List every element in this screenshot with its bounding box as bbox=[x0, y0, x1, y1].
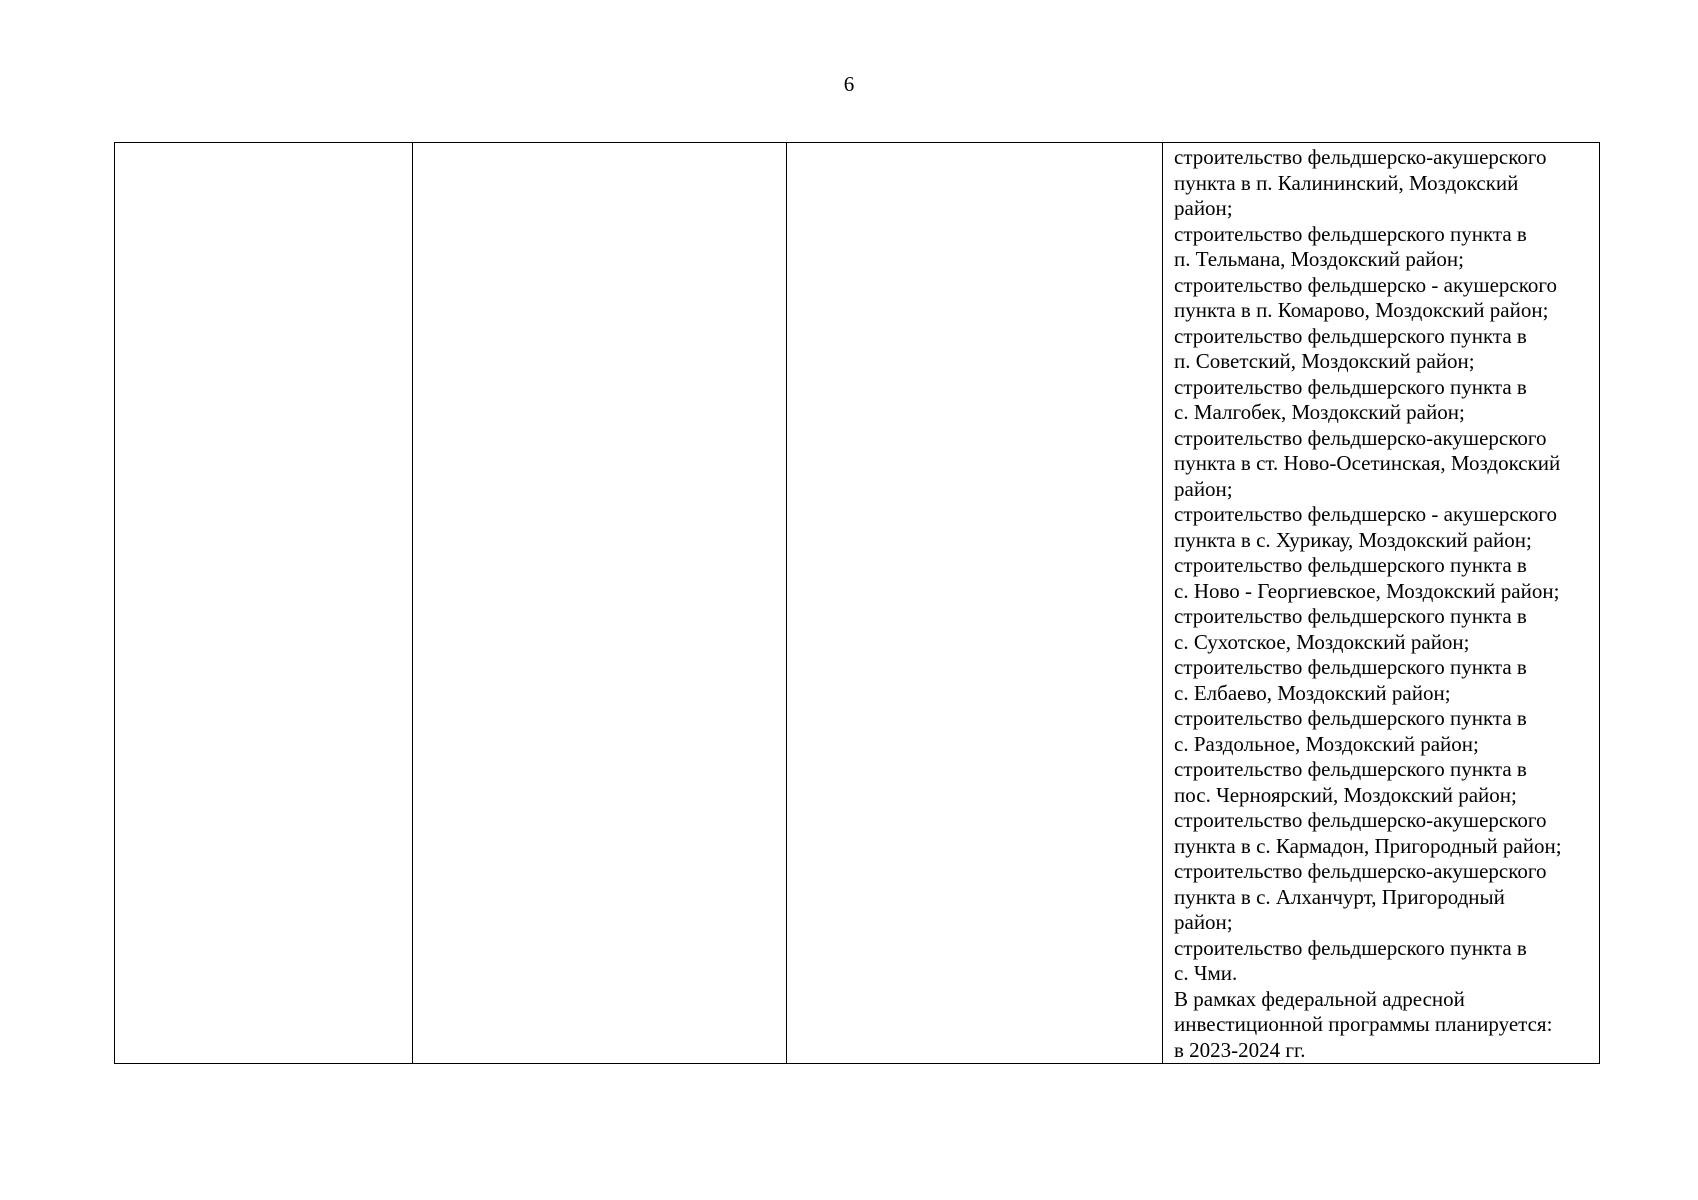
text-line: в 2023-2024 гг. bbox=[1174, 1037, 1306, 1062]
table-cell-measures bbox=[1163, 143, 1600, 1064]
text-line: строительство фельдшерского пункта в bbox=[1174, 757, 1527, 781]
text-line: п. Советский, Моздокский район; bbox=[1174, 349, 1475, 373]
text-line: пункта в п. Калининский, Моздокский bbox=[1174, 170, 1519, 195]
text-line: пункта в с. Хурикау, Моздокский район; bbox=[1174, 527, 1532, 552]
text-line: строительство фельдшерского пункта в bbox=[1174, 935, 1527, 960]
text-line: район; bbox=[1174, 476, 1233, 501]
text-line: с. Ново - Георгиевское, Моздокский район; bbox=[1174, 578, 1560, 603]
table-row bbox=[115, 143, 1600, 1064]
text-line: пункта в п. Комарово, Моздокский район; bbox=[1174, 298, 1549, 322]
text-line: строительство фельдшерского пункта в bbox=[1174, 323, 1527, 348]
text-line: строительство фельдшерского пункта в bbox=[1174, 553, 1527, 577]
text-line: пункта в с. Кармадон, Пригородный район; bbox=[1174, 833, 1562, 858]
table-cell-3 bbox=[787, 143, 1163, 1064]
text-line: строительство фельдшерско-акушерского bbox=[1174, 425, 1547, 450]
table-cell-1 bbox=[115, 143, 413, 1064]
text-line: пункта в ст. Ново-Осетинская, Моздокский bbox=[1174, 451, 1561, 475]
text-line: строительство фельдшерского пункта в bbox=[1174, 655, 1527, 679]
text-line: строительство фельдшерского пункта в bbox=[1174, 706, 1527, 730]
text-line: строительство фельдшерско-акушерского bbox=[1174, 145, 1547, 169]
text-line: пос. Черноярский, Моздокский район; bbox=[1174, 782, 1517, 807]
text-line: строительство фельдшерского пункта в bbox=[1174, 374, 1527, 399]
text-line: район; bbox=[1174, 196, 1233, 220]
text-line: пункта в с. Алханчурт, Пригородный bbox=[1174, 884, 1505, 909]
text-line: строительство фельдшерско - акушерского bbox=[1174, 502, 1557, 526]
page-number: 6 bbox=[843, 72, 855, 96]
text-line: п. Тельмана, Моздокский район; bbox=[1174, 247, 1464, 271]
text-line: строительство фельдшерско - акушерского bbox=[1174, 272, 1557, 297]
text-line: с. Чми. bbox=[1174, 961, 1238, 985]
text-line: инвестиционной программы планируется: bbox=[1174, 1012, 1553, 1036]
table-cell-2 bbox=[413, 143, 787, 1064]
text-line: с. Раздольное, Моздокский район; bbox=[1174, 731, 1479, 756]
text-line: В рамках федеральной адресной bbox=[1174, 986, 1465, 1011]
text-line: с. Сухотское, Моздокский район; bbox=[1174, 629, 1470, 654]
text-line: строительство фельдшерского пункта в bbox=[1174, 221, 1527, 246]
text-line: район; bbox=[1174, 910, 1233, 934]
text-line: строительство фельдшерского пункта в bbox=[1174, 604, 1527, 628]
document-table bbox=[114, 142, 1600, 1064]
text-line: с. Малгобек, Моздокский район; bbox=[1174, 400, 1465, 424]
text-line: с. Елбаево, Моздокский район; bbox=[1174, 680, 1451, 705]
text-line: строительство фельдшерско-акушерского bbox=[1174, 808, 1547, 832]
measures-text bbox=[1163, 143, 1599, 1063]
text-line: строительство фельдшерско-акушерского bbox=[1174, 859, 1547, 883]
